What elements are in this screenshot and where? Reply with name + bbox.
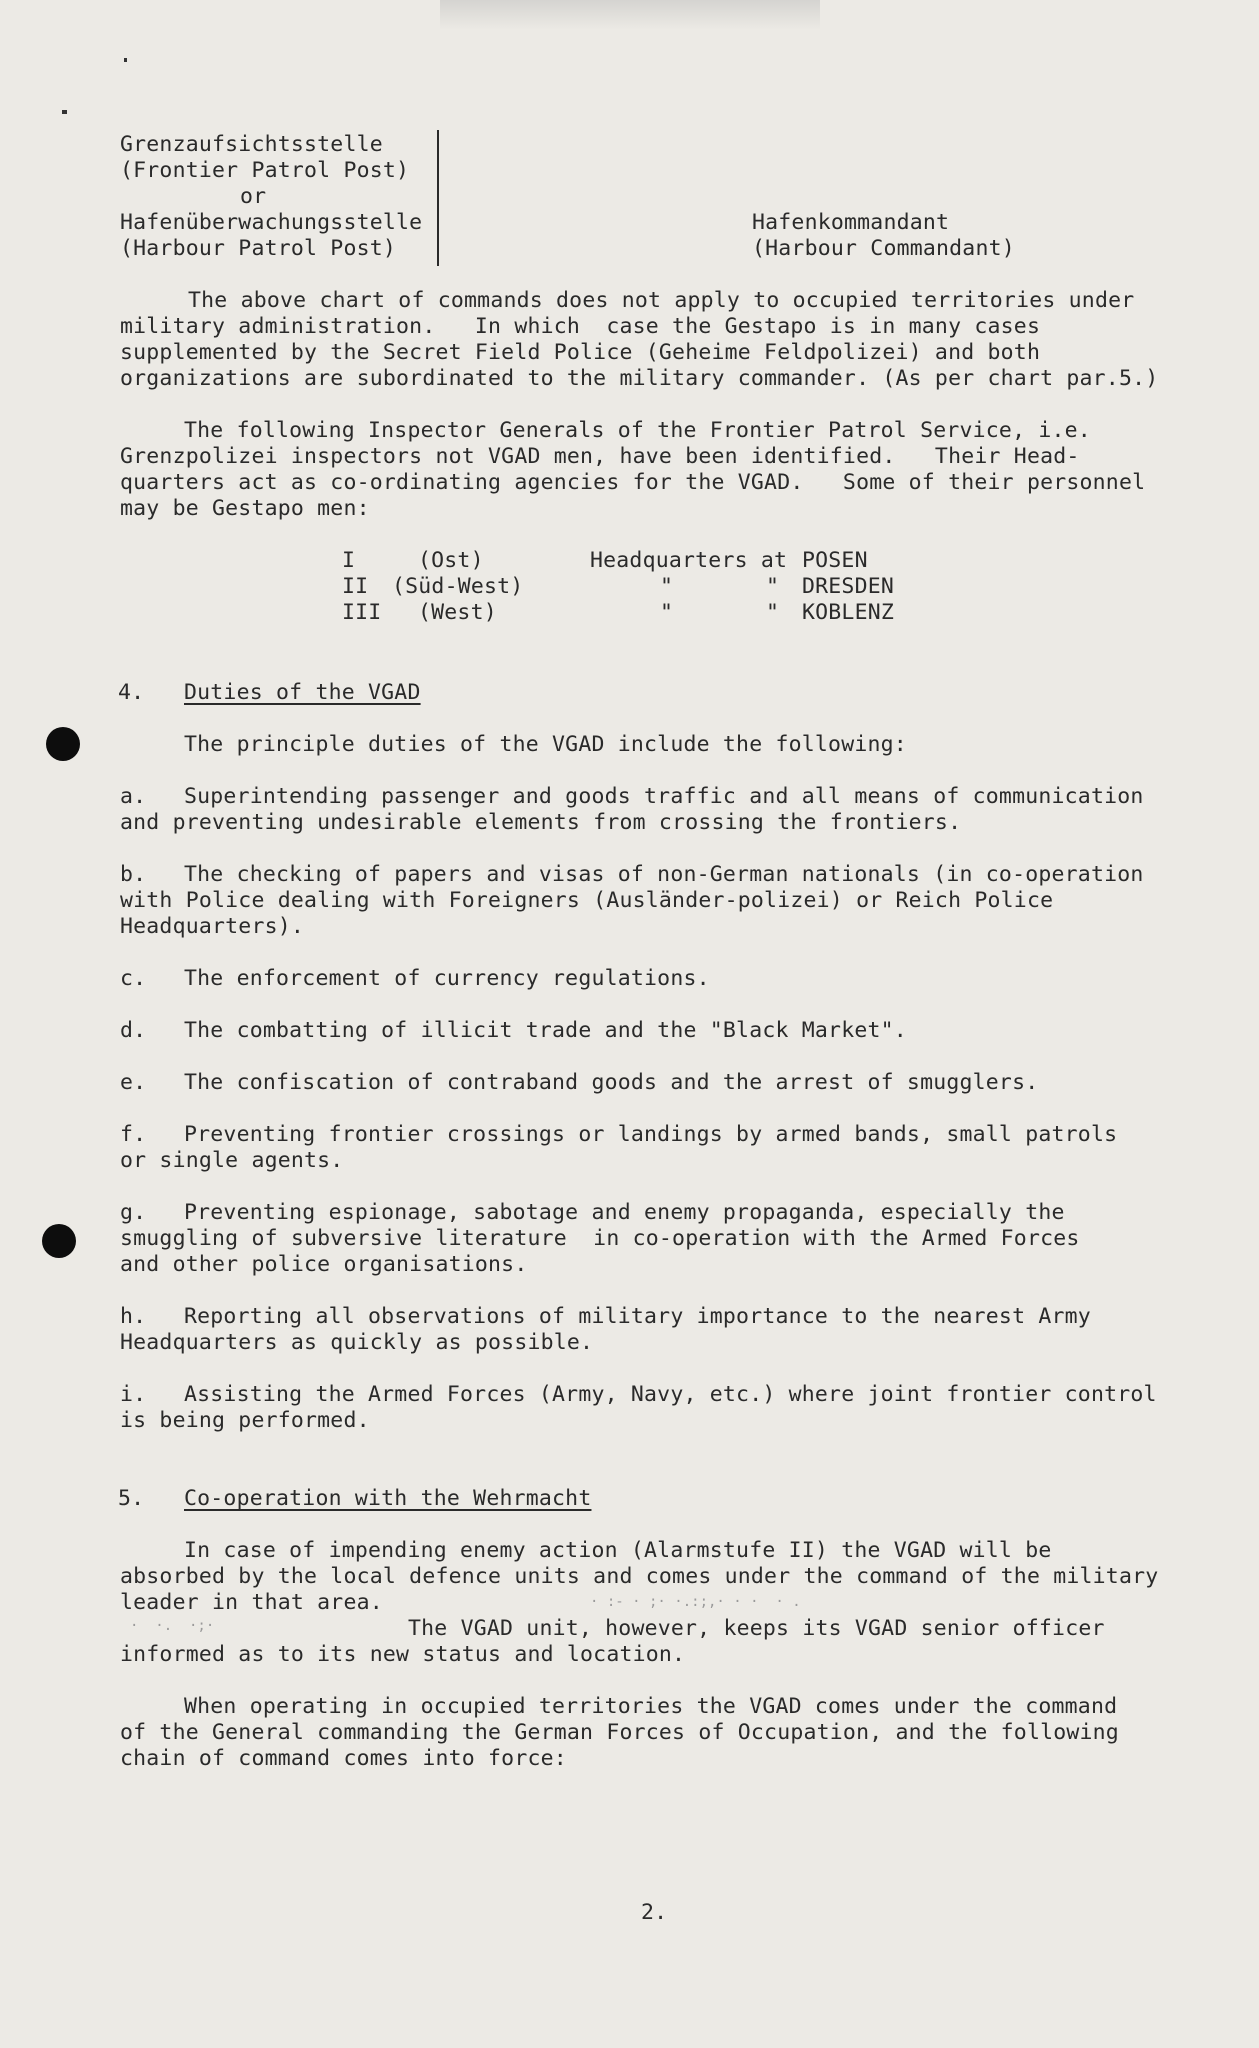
para2-line: quarters act as co-ordinating agencies for the VGAD. Some of their personnel: [120, 470, 1146, 495]
header-left-line: (Harbour Patrol Post): [120, 236, 397, 261]
section5-line: The VGAD unit, however, keeps its VGAD senior officer: [408, 1616, 1105, 1641]
inspector-city: DRESDEN: [802, 574, 895, 599]
item-line: Headquarters as quickly as possible.: [120, 1330, 594, 1355]
section4-title: Duties of the VGAD: [184, 680, 421, 705]
para1-line: supplemented by the Secret Field Police (Geheime Feldpolizei) and both: [120, 340, 1041, 365]
header-left-line: Hafenüberwachungsstelle: [120, 210, 423, 235]
item-line: is being performed.: [120, 1408, 370, 1433]
item-letter: f.: [120, 1122, 147, 1147]
section5-title: Co-operation with the Wehrmacht: [184, 1486, 592, 1511]
para2-line: Grenzpolizei inspectors not VGAD men, have been identified. Their Head-: [120, 444, 1080, 469]
item-letter: e.: [120, 1070, 147, 1095]
header-left-line: (Frontier Patrol Post): [120, 158, 410, 183]
section5-line: informed as to its new status and location.: [120, 1642, 686, 1667]
item-line: and other police organisations.: [120, 1252, 528, 1277]
section4-intro: The principle duties of the VGAD include the following:: [184, 732, 907, 757]
item-line: Superintending passenger and goods traffic and all means of communication: [184, 784, 1144, 809]
inspector-city: KOBLENZ: [802, 600, 895, 625]
section5-number: 5.: [118, 1486, 145, 1511]
item-line: The enforcement of currency regulations.: [184, 966, 710, 991]
inspector-city: POSEN: [802, 548, 868, 573]
speck: [124, 58, 127, 62]
section5-line: leader in that area.: [120, 1590, 383, 1615]
inspector-region: (West): [418, 600, 497, 625]
item-letter: i.: [120, 1382, 147, 1407]
para2-line: may be Gestapo men:: [120, 496, 370, 521]
item-line: The confiscation of contraband goods and the arrest of smugglers.: [184, 1070, 1039, 1095]
para1-line: The above chart of commands does not apply to occupied territories under: [188, 288, 1135, 313]
item-line: or single agents.: [120, 1148, 344, 1173]
header-left-line: or: [240, 184, 267, 209]
item-line: The checking of papers and visas of non-German nationals (in co-operation: [184, 862, 1144, 887]
item-letter: b.: [120, 862, 147, 887]
inspector-num: I: [342, 548, 356, 573]
inspector-region: (Süd-West): [392, 574, 524, 599]
faded-header-stamp: [440, 0, 820, 30]
header-right-line: Hafenkommandant: [752, 210, 950, 235]
punch-hole: [46, 727, 80, 761]
header-right-line: (Harbour Commandant): [752, 236, 1015, 261]
page-number: 2.: [641, 1900, 668, 1925]
item-line: smuggling of subversive literature in co-operation with the Armed Forces: [120, 1226, 1080, 1251]
item-letter: h.: [120, 1304, 147, 1329]
inspector-num: III: [342, 600, 382, 625]
item-line: Preventing espionage, sabotage and enemy propaganda, especially the: [184, 1200, 1065, 1225]
inspector-ditto: ": [766, 600, 780, 625]
para1-line: military administration. In which case the Gestapo is in many cases: [120, 314, 1041, 339]
item-line: Assisting the Armed Forces (Army, Navy, etc.) where joint frontier control: [184, 1382, 1157, 1407]
header-divider: [437, 130, 439, 266]
section5-line: absorbed by the local defence units and comes under the command of the military: [120, 1564, 1159, 1589]
item-letter: d.: [120, 1018, 147, 1043]
section5-line: chain of command comes into force:: [120, 1746, 567, 1771]
erasure-smudge: · ·. ·;·: [130, 1618, 215, 1634]
punch-hole: [42, 1224, 76, 1258]
inspector-hq: Headquarters at: [590, 548, 788, 573]
para1-line: organizations are subordinated to the military commander. (As per chart par.5.): [120, 366, 1159, 391]
inspector-num: II: [342, 574, 369, 599]
section5-line: In case of impending enemy action (Alarmstufe II) the VGAD will be: [184, 1538, 1052, 1563]
header-left-line: Grenzaufsichtsstelle: [120, 132, 383, 157]
section5-line: of the General commanding the German Forces of Occupation, and the following: [120, 1720, 1119, 1745]
item-letter: a.: [120, 784, 147, 809]
inspector-ditto: ": [766, 574, 780, 599]
inspector-region: (Ost): [418, 548, 484, 573]
item-letter: g.: [120, 1200, 147, 1225]
section4-number: 4.: [118, 680, 145, 705]
speck: [62, 110, 67, 114]
item-letter: c.: [120, 966, 147, 991]
item-line: with Police dealing with Foreigners (Ausländer-polizei) or Reich Police: [120, 888, 1054, 913]
erasure-smudge: · :- · ;· ·.:;,· · · · .: [590, 1594, 801, 1610]
para2-line: The following Inspector Generals of the Frontier Patrol Service, i.e.: [184, 418, 1091, 443]
item-line: The combatting of illicit trade and the "Black Market".: [184, 1018, 907, 1043]
section5-line: When operating in occupied territories the VGAD comes under the command: [184, 1694, 1118, 1719]
item-line: Reporting all observations of military importance to the nearest Army: [184, 1304, 1091, 1329]
item-line: Headquarters).: [120, 914, 305, 939]
inspector-ditto: ": [660, 574, 674, 599]
item-line: and preventing undesirable elements from crossing the frontiers.: [120, 810, 962, 835]
inspector-ditto: ": [660, 600, 674, 625]
item-line: Preventing frontier crossings or landings by armed bands, small patrols: [184, 1122, 1118, 1147]
